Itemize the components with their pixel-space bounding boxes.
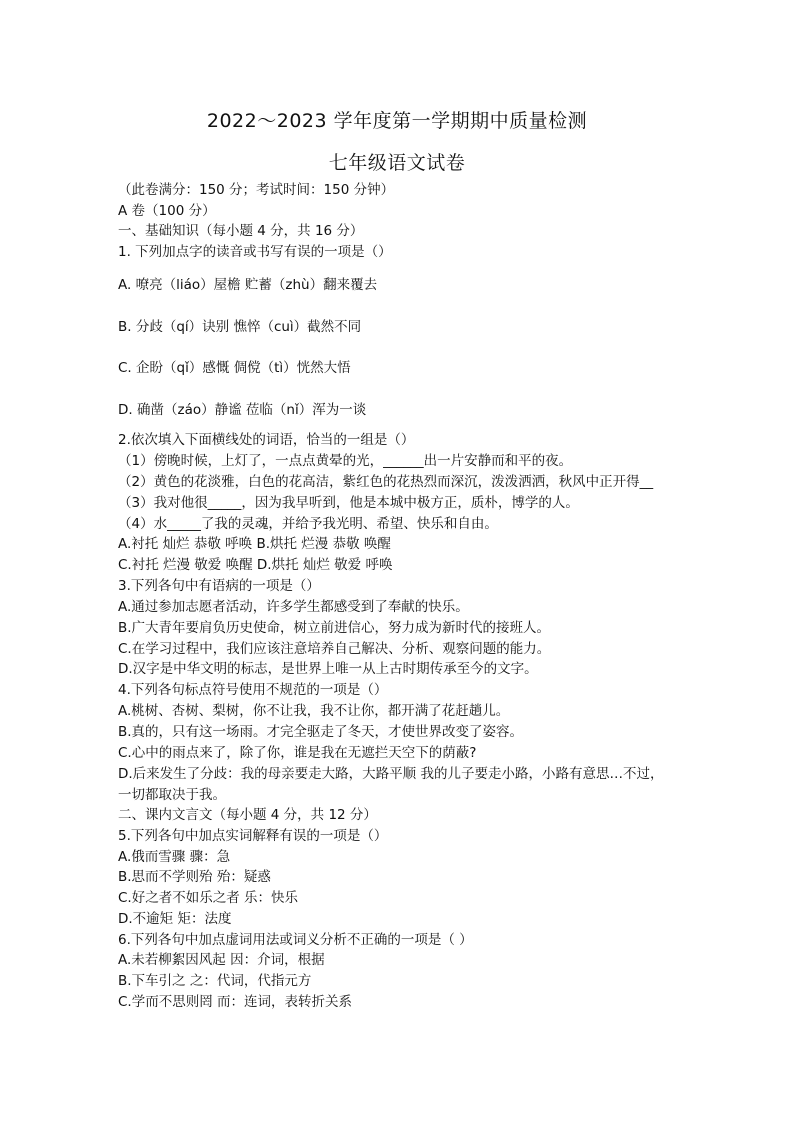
- question-item: （3）我对他很_____，因为我早听到，他是本城中极方正，质朴，博学的人。: [118, 495, 579, 511]
- answer-option: C. 企盼（qǐ）感慨 倜傥（tì）恍然大悟: [118, 360, 351, 376]
- answer-option: D.汉字是中华文明的标志，是世界上唯一从上古时期传承至今的文字。: [118, 661, 538, 677]
- question-item: （2）黄色的花淡雅，白色的花高洁，紫红色的花热烈而深沉，泼泼洒洒，秋风中正开得__: [118, 474, 654, 490]
- answer-option: C.心中的雨点来了，除了你，谁是我在无遮拦天空下的荫蔽?: [118, 745, 477, 761]
- answer-option-continued: 一切都取决于我。: [118, 787, 226, 803]
- answer-option: A.衬托 灿烂 恭敬 呼唤 B.烘托 烂漫 恭敬 唤醒: [118, 536, 391, 552]
- answer-option: A.未若柳絮因风起 因：介词，根据: [118, 952, 325, 968]
- answer-option: C.在学习过程中，我们应该注意培养自己解决、分析、观察问题的能力。: [118, 641, 551, 657]
- answer-option: D. 确凿（záo）静谧 莅临（nǐ）浑为一谈: [118, 402, 367, 418]
- answer-option: D.后来发生了分歧：我的母亲要走大路，大路平顺 我的儿子要走小路，小路有意思…不过，: [118, 766, 664, 782]
- answer-option: B.真的，只有这一场雨。才完全驱走了冬天，才使世界改变了姿容。: [118, 724, 524, 740]
- question-stem: 3.下列各句中有语病的一项是（）: [118, 578, 320, 594]
- section-heading: 二、课内文言文（每小题 4 分，共 12 分）: [118, 807, 377, 823]
- exam-info: （此卷满分：150 分；考试时间：150 分钟）: [118, 182, 395, 198]
- question-item: （4）水_____了我的灵魂，并给予我光明、希望、快乐和自由。: [118, 516, 498, 532]
- answer-option: C.衬托 烂漫 敬爱 唤醒 D.烘托 灿烂 敬爱 呼唤: [118, 557, 393, 573]
- answer-option: C.好之者不如乐之者 乐：快乐: [118, 890, 299, 906]
- answer-option: D.不逾矩 矩：法度: [118, 911, 232, 927]
- question-stem: 1. 下列加点字的读音或书写有误的一项是（）: [118, 244, 392, 260]
- answer-option: C.学而不思则罔 而：连词，表转折关系: [118, 994, 353, 1010]
- section-heading: A 卷（100 分）: [118, 203, 216, 219]
- section-heading: 一、基础知识（每小题 4 分，共 16 分）: [118, 223, 364, 239]
- answer-option: B.下车引之 之：代词，代指元方: [118, 973, 312, 989]
- answer-option: B.思而不学则殆 殆：疑惑: [118, 869, 271, 885]
- answer-option: A.通过参加志愿者活动，许多学生都感受到了奉献的快乐。: [118, 599, 469, 615]
- exam-title: 2022～2023 学年度第一学期期中质量检测: [206, 110, 588, 132]
- answer-option: A.桃树、杏树、梨树，你不让我，我不让你，都开满了花赶趟儿。: [118, 703, 510, 719]
- exam-subtitle: 七年级语文试卷: [328, 152, 466, 174]
- question-stem: 2.依次填入下面横线处的词语，恰当的一组是（）: [118, 432, 415, 448]
- question-stem: 6.下列各句中加点虚词用法或词义分析不正确的一项是（ ）: [118, 932, 473, 948]
- answer-option: A.俄而雪骤 骤：急: [118, 849, 231, 865]
- answer-option: B. 分歧（qí）诀别 憔悴（cuì）截然不同: [118, 319, 362, 335]
- answer-option: B.广大青年要肩负历史使命，树立前进信心，努力成为新时代的接班人。: [118, 620, 551, 636]
- question-stem: 5.下列各句中加点实词解释有误的一项是（）: [118, 828, 388, 844]
- answer-option: A. 嘹亮（liáo）屋檐 贮蓄（zhù）翻来覆去: [118, 277, 378, 293]
- question-stem: 4.下列各句标点符号使用不规范的一项是（）: [118, 682, 388, 698]
- question-item: （1）傍晚时候，上灯了，一点点黄晕的光，______出一片安静而和平的夜。: [118, 453, 573, 469]
